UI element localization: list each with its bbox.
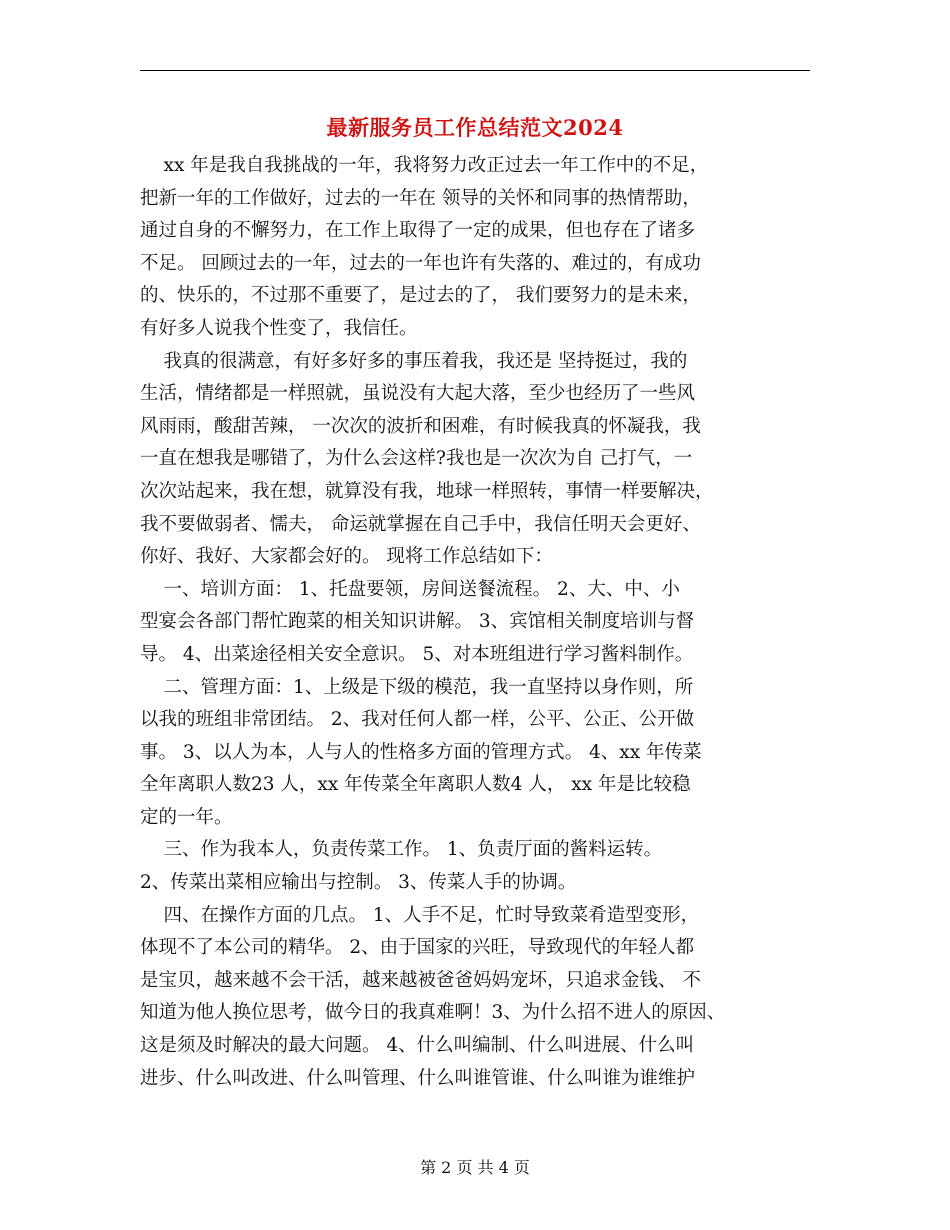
body-line: 全年离职人数23 人，xx 年传菜全年离职人数4 人， xx 年是比较稳 <box>140 774 691 796</box>
body-line: 不足。 回顾过去的一年，过去的一年也许有失落的、难过的，有成功 <box>140 252 701 274</box>
page-footer: 第 2 页 共 4 页 <box>420 1158 530 1177</box>
body-line: 次次站起来，我在想，就算没有我，地球一样照转，事情一样要解决， <box>140 480 714 502</box>
body-line: 有好多人说我个性变了，我信任。 <box>140 317 418 339</box>
body-line: 体现不了本公司的精华。 2、由于国家的兴旺，导致现代的年轻人都 <box>140 937 695 959</box>
body-line: 这是须及时解决的最大问题。 4、什么叫编制、什么叫进展、什么叫 <box>140 1035 695 1057</box>
body-line: 事。 3、以人为本，人与人的性格多方面的管理方式。 4、xx 年传菜 <box>140 741 702 763</box>
body-line: 型宴会各部门帮忙跑菜的相关知识讲解。 3、宾馆相关制度培训与督 <box>140 611 695 633</box>
body-line: 进步、什么叫改进、什么叫管理、什么叫谁管谁、什么叫谁为谁维护 <box>140 1067 696 1089</box>
body-line: 是宝贝，越来越不会干活，越来越被爸爸妈妈宠坏，只追求金钱、 不 <box>140 969 701 991</box>
body-line: 一直在想我是哪错了，为什么会这样?我也是一次次为自 己打气，一 <box>140 448 693 470</box>
body-line: 通过自身的不懈努力，在工作上取得了一定的成果，但也存在了诸多 <box>140 220 696 242</box>
body-line: 定的一年。 <box>140 806 233 828</box>
document-title: 最新服务员工作总结范文2024 <box>326 115 624 140</box>
body-line: xx 年是我自我挑战的一年，我将努力改正过去一年工作中的不足， <box>140 155 709 176</box>
header-rule <box>140 70 810 71</box>
body-line: 生活，情绪都是一样照就，虽说没有大起大落，至少也经历了一些风 <box>140 383 696 405</box>
body-line: 把新一年的工作做好，过去的一年在 领导的关怀和同事的热情帮助， <box>140 187 701 209</box>
body-line: 导。 4、出菜途径相关安全意识。 5、对本班组进行学习酱料制作。 <box>140 643 694 665</box>
body-line: 你好、我好、大家都会好的。 现将工作总结如下： <box>140 546 553 568</box>
body-line: 四、在操作方面的几点。 1、人手不足，忙时导致菜肴造型变形， <box>140 904 700 926</box>
body-line: 二、管理方面：1、上级是下级的模范，我一直坚持以身作则，所 <box>140 676 694 698</box>
body-line: 我真的很满意，有好多好多的事压着我，我还是 坚持挺过，我的 <box>140 350 688 372</box>
body-line: 风雨雨，酸甜苦辣， 一次次的波折和困难，有时候我真的怀凝我，我 <box>140 415 701 437</box>
body-line: 的、快乐的，不过那不重要了，是过去的了， 我们要努力的是未来， <box>140 285 701 307</box>
body-line: 2、传菜出菜相应输出与控制。 3、传菜人手的协调。 <box>140 872 577 894</box>
document-body <box>140 150 820 1095</box>
body-line: 三、作为我本人，负责传菜工作。 1、负责厅面的酱料运转。 <box>140 839 663 861</box>
body-line: 一、培训方面： 1、托盘要领，房间送餐流程。 2、大、中、小 <box>140 578 680 600</box>
body-line: 以我的班组非常团结。 2、我对任何人都一样，公平、公正、公开做 <box>140 709 695 731</box>
body-line: 知道为他人换位思考，做今日的我真难啊！3、为什么招不进人的原因、 <box>140 1002 726 1024</box>
body-line: 我不要做弱者、懦夫， 命运就掌握在自己手中，我信任明天会更好、 <box>140 513 701 535</box>
